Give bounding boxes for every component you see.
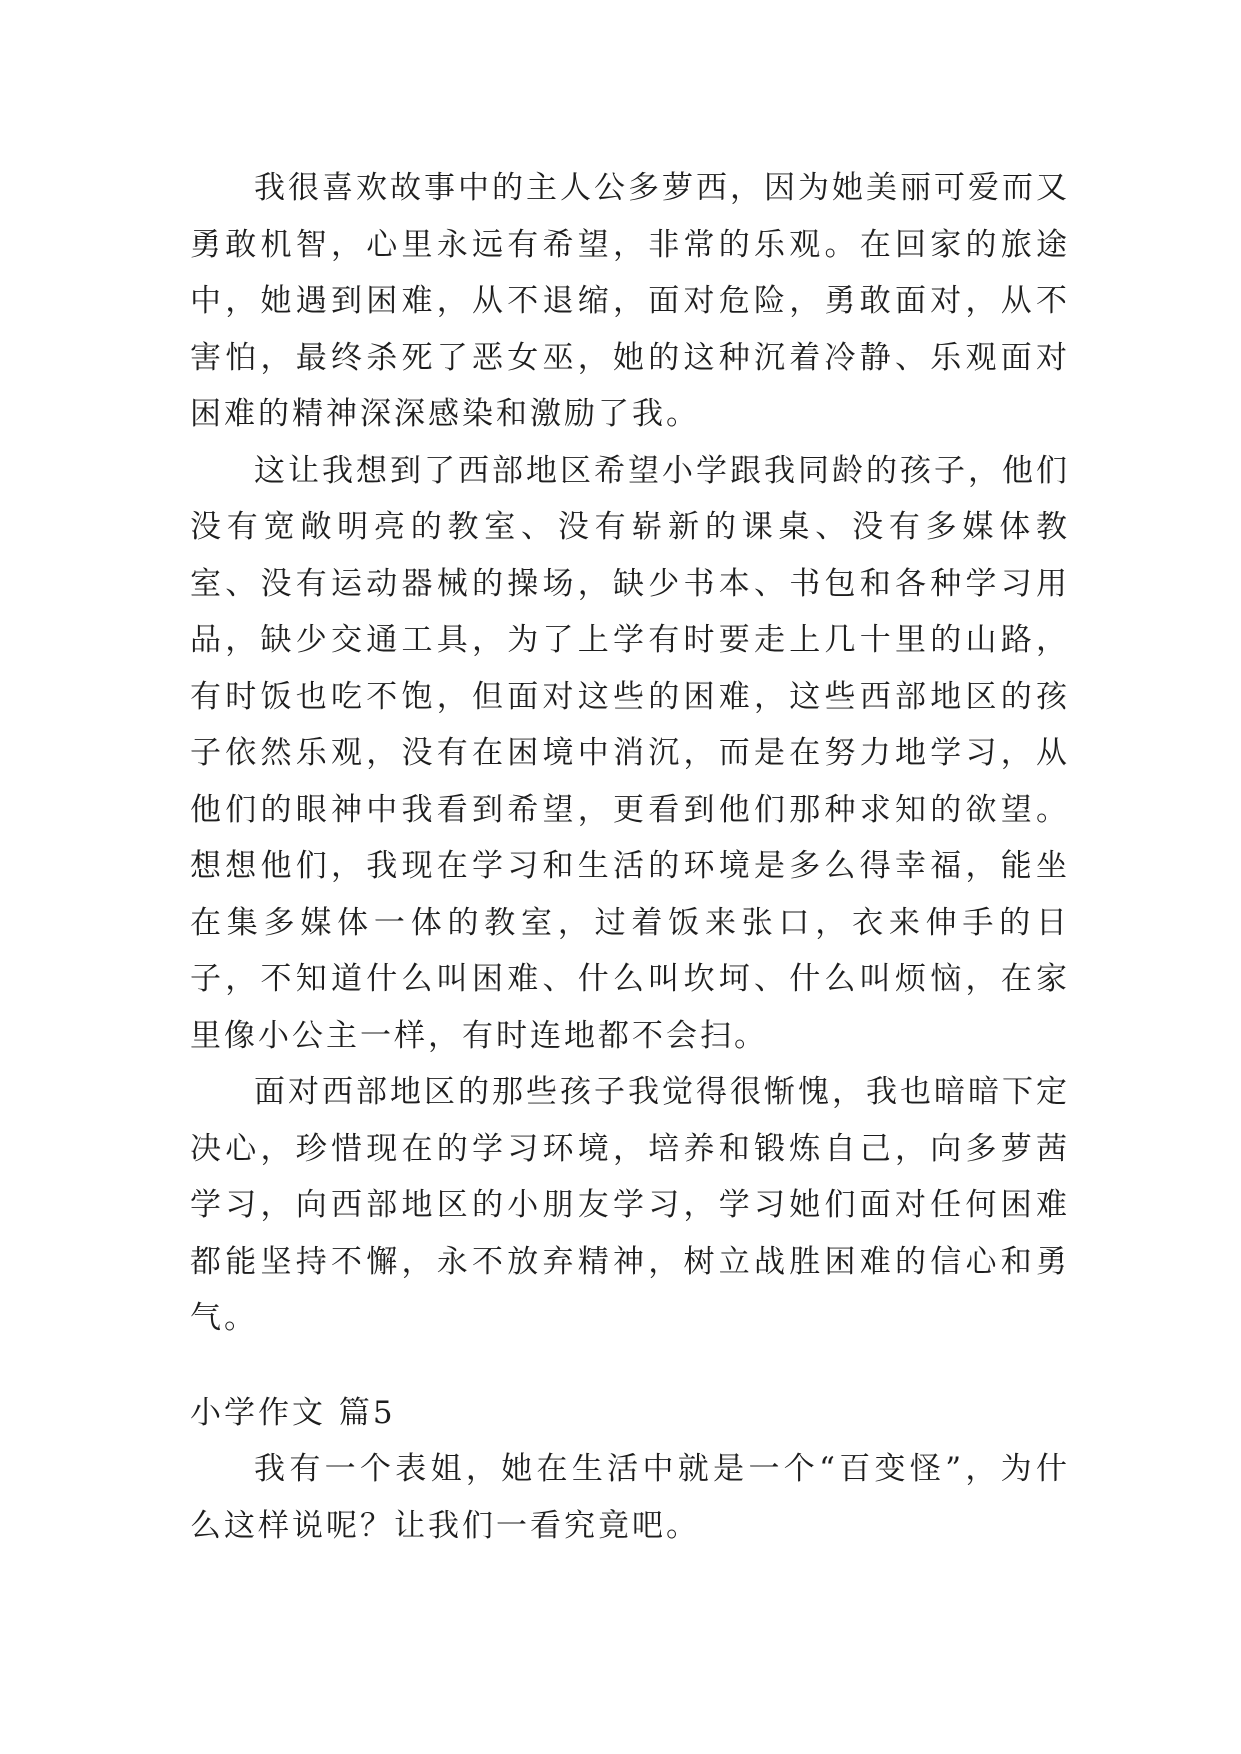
- paragraph-western-children: 这让我想到了西部地区希望小学跟我同龄的孩子，他们没有宽敞明亮的教室、没有崭新的课桌、没有多媒体教室、没有运动器械的操场，缺少书本、书包和各种学习用品，缺少交通工具，为了上学有时要走上几十里的山路，有时饭也吃不饱，但面对这些的困难，这些西部地区的孩子依然乐观，没有在困境中消沉，而是在努力地学习，从他们的眼神中我看到希望，更看到他们那种求知的欲望。想想他们，我现在学习和生活的环境是多么得幸福，能坐在集多媒体一体的教室，过着饭来张口，衣来伸手的日子，不知道什么叫困难、什么叫坎坷、什么叫烦恼，在家里像小公主一样，有时连地都不会扫。: [190, 452, 1070, 1054]
- paragraph-dorothy: 我很喜欢故事中的主人公多萝西，因为她美丽可爱而又勇敢机智，心里永远有希望，非常的乐观。在回家的旅途中，她遇到困难，从不退缩，面对危险，勇敢面对，从不害怕，最终杀死了恶女巫，她的这种沉着冷静、乐观面对困难的精神深深感染和激励了我。: [190, 170, 1070, 432]
- paragraph-cousin: 我有一个表姐，她在生活中就是一个“百变怪”，为什么这样说呢？让我们一看究竟吧。: [190, 1451, 1070, 1544]
- paragraph-resolution: 面对西部地区的那些孩子我觉得很惭愧，我也暗暗下定决心，珍惜现在的学习环境，培养和锻炼自己，向多萝茜学习，向西部地区的小朋友学习，学习她们面对任何困难都能坚持不懈，永不放弃精神，树立战胜困难的信心和勇气。: [190, 1074, 1070, 1336]
- section-heading: 小学作文 篇5: [190, 1394, 396, 1431]
- document-body: [190, 160, 1070, 1554]
